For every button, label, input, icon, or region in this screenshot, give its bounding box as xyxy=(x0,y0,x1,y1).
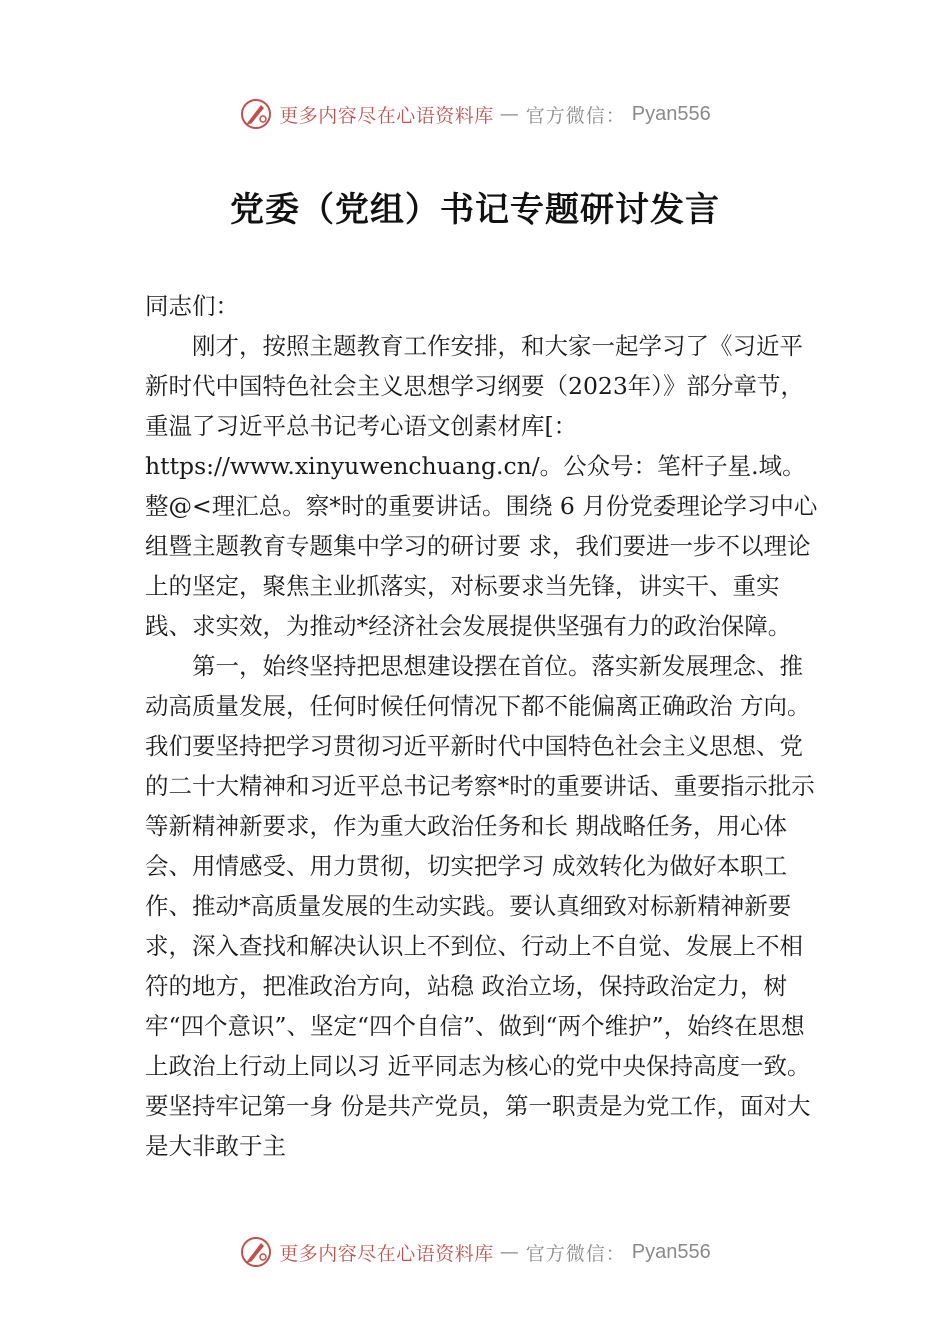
watermark-library-text: 更多内容尽在心语资料库 xyxy=(279,1242,494,1265)
document-title: 党委（党组）书记专题研讨发言 xyxy=(230,190,720,230)
footer-watermark xyxy=(0,1232,950,1272)
paragraph-1: 刚才，按照主题教育工作安排，和大家一起学习了《习近平新时代中国特色社会主义思想学习纲要（2023年）》部分章节，重温了习近平总书记考心语文创素材库[：https://www.xinyuwenchuang.cn/。公众号：笔杆子星.域。整@<理汇总。察*时的重要讲话。围绕 6 月份党委理论学习中心组暨主题教育专题集中学习的研讨要 求，我们要进一步不以理论上的坚定，聚焦主业抓落实，对标要求当先锋，讲实干、重实践、求实效，为推动*经济社会发展提供坚强有力的政治保障。 xyxy=(145,332,818,640)
document-body xyxy=(145,286,825,1166)
watermark-wechat-id: Pyan556 xyxy=(631,102,711,125)
salutation: 同志们： xyxy=(145,292,239,320)
paragraph-2: 第一，始终坚持把思想建设摆在首位。落实新发展理念、推动高质量发展，任何时候任何情况下都不能偏离正确政治 方向。我们要坚持把学习贯彻习近平新时代中国特色社会主义思想、党的二十大精神和习近平总书记考察*时的重要讲话、重要指示批示等新精神新要求，作为重大政治任务和长 期战略任务，用心体会、用情感受、用力贯彻，切实把学习 成效转化为做好本职工作、推动*高质量发展的生动实践。要认真细致对标新精神新要求，深入查找和解决认识上不到位、行动上不自觉、发展上不相符的地方，把准政治方向，站稳 政治立场，保持政治定力，树牢“四个意识”、坚定“四个自信”、做到“两个维护”，始终在思想上政治上行动上同以习 近平同志为核心的党中央保持高度一致。要坚持牢记第一身 份是共产党员，第一职责是为党工作，面对大是大非敢于主 xyxy=(145,652,815,1160)
watermark-wechat-label: 官方微信： xyxy=(525,1242,626,1265)
watermark-wechat-id: Pyan556 xyxy=(631,1240,711,1263)
quill-logo-icon xyxy=(239,1235,273,1269)
watermark-dash: — xyxy=(499,103,520,125)
watermark-library-text: 更多内容尽在心语资料库 xyxy=(279,104,494,127)
quill-logo-icon xyxy=(239,97,273,131)
watermark-dash: — xyxy=(499,1241,520,1263)
header-watermark xyxy=(0,94,950,134)
watermark-wechat-label: 官方微信： xyxy=(525,104,626,127)
